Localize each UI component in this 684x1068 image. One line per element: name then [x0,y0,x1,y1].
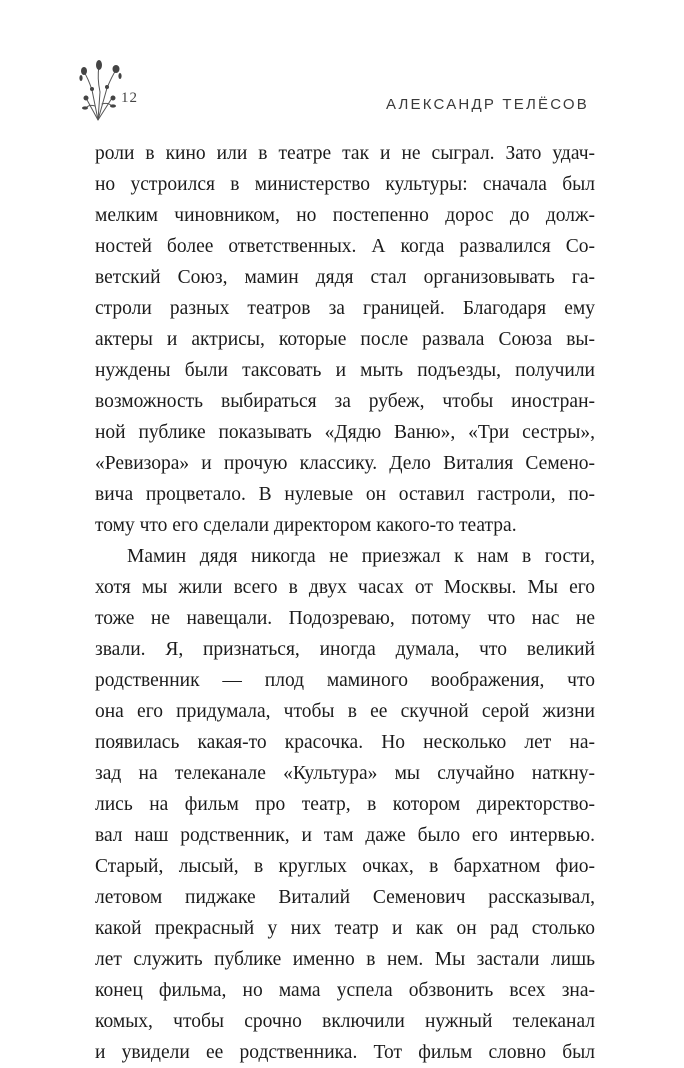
text-line: актеры и актрисы, которые после развала Союза вы- [95,329,595,350]
running-head-author: АЛЕКСАНДР ТЕЛЁСОВ [385,96,589,113]
text-line: ветский Союз, мамин дядя стал организовывать га- [95,267,595,288]
text-line: и увидели ее родственника. Тот фильм словно был [95,1042,595,1063]
text-line: появилась какая-то красочка. Но несколько лет на- [95,732,595,753]
text-line: возможность выбираться за рубеж, чтобы иностран- [95,391,595,412]
text-line: «Ревизора» и прочую классику. Дело Виталия Семено- [95,453,595,474]
text-line: она его придумала, чтобы в ее скучной серой жизни [95,701,595,722]
paragraph [95,541,595,1068]
text-line: хотя мы жили всего в двух часах от Москвы. Мы его [95,577,595,598]
text-line: тому что его сделали директором какого-то театра. [95,515,517,536]
text-line: конец фильма, но мама успела обзвонить всех зна- [95,980,595,1001]
text-line: мелким чиновником, но постепенно дорос до долж- [95,205,595,226]
text-line: вича процветало. В нулевые он оставил гастроли, по- [95,484,595,505]
text-line: летовом пиджаке Виталий Семенович рассказывал, [95,887,595,908]
text-line: ной публике показывать «Дядю Ваню», «Три сестры», [95,422,595,443]
text-line: Мамин дядя никогда не приезжал к нам в гости, [127,546,595,567]
body-text [95,138,595,1068]
text-line: вал наш родственник, и там даже было его интервью. [95,825,595,846]
text-line: зад на телеканале «Культура» мы случайно наткну- [95,763,595,784]
text-line: нуждены были таксовать и мыть подъезды, получили [95,360,595,381]
text-line: но устроился в министерство культуры: сначала был [95,174,595,195]
text-line: звали. Я, признаться, иногда думала, что великий [95,639,595,660]
text-line: ностей более ответственных. А когда развалился Со- [95,236,595,257]
text-line: строли разных театров за границей. Благодаря ему [95,298,595,319]
text-line: какой прекрасный у них театр и как он рад столько [95,918,595,939]
text-line: комых, чтобы срочно включили нужный телеканал [95,1011,595,1032]
text-line: тоже не навещали. Подозреваю, потому что нас не [95,608,595,629]
text-line: родственник — плод маминого воображения, что [95,670,595,691]
paragraph [95,138,595,541]
text-line: Старый, лысый, в круглых очках, в бархатном фио- [95,856,595,877]
text-line: роли в кино или в театре так и не сыграл. Зато удач- [95,143,595,164]
text-line: лись на фильм про театр, в котором директорство- [95,794,595,815]
text-line: лет служить публике именно в нем. Мы застали лишь [95,949,595,970]
page-number: 12 [121,90,138,106]
page-header [0,0,684,140]
